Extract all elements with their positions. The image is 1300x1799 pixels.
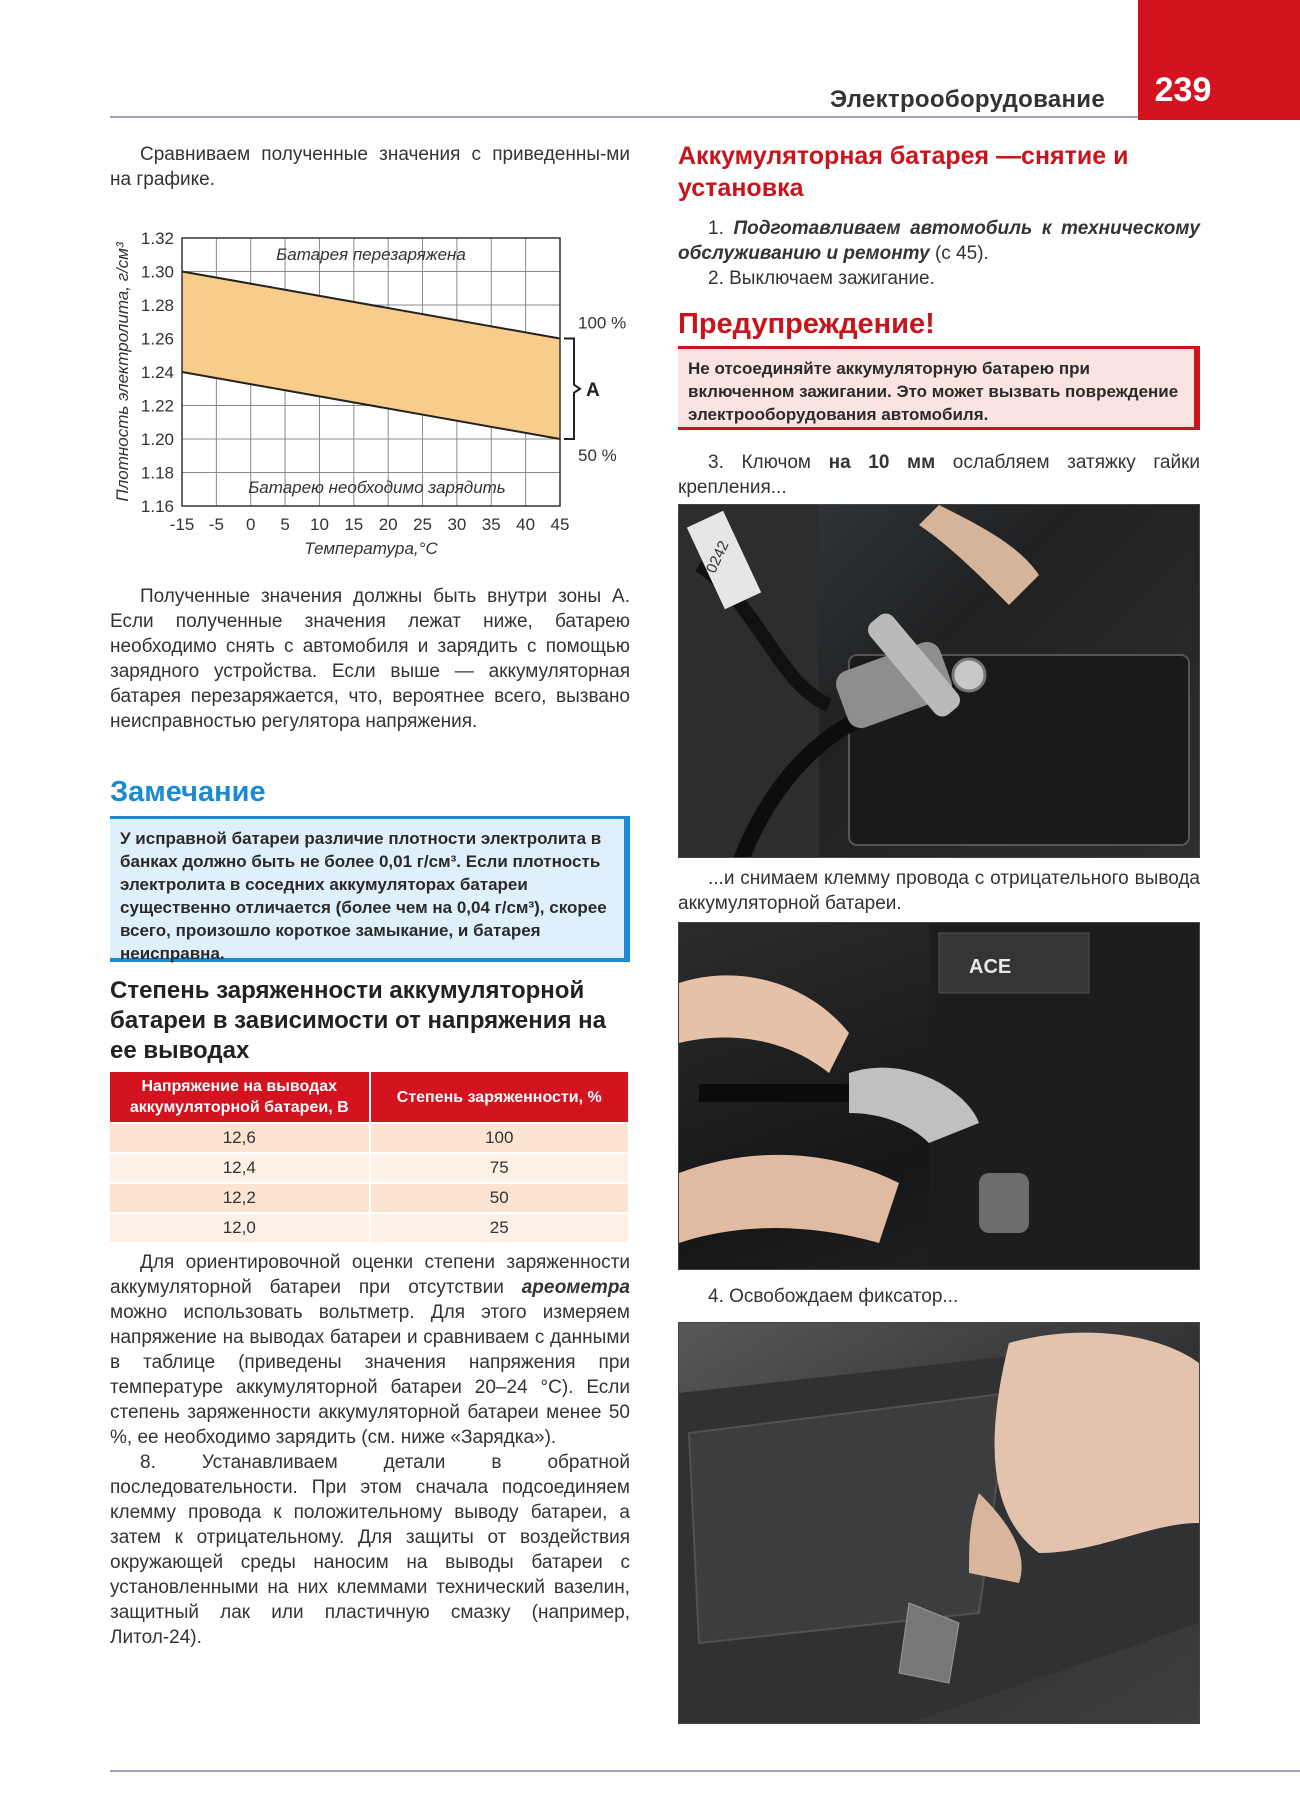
photo-2-illustration [679, 923, 1199, 1269]
hydrometer-term: ареометра [521, 1277, 630, 1298]
table-heading: Степень заряженности аккумуляторной батареи в зависимости от напряжения на ее выводах [110, 977, 606, 1064]
table-cell-charge: 75 [370, 1153, 630, 1183]
note-title: Замечание [110, 776, 266, 808]
step-3-start: 3. Ключом [708, 452, 829, 473]
x-tick-label: 20 [378, 515, 398, 534]
photo-release-latch [678, 1322, 1200, 1724]
voltmeter-text-start: Для ориентировочной оценки степени заряженности аккумуляторной батареи при отсутствии [110, 1252, 630, 1298]
page-number: 239 [1154, 71, 1212, 109]
step-1 [678, 216, 1200, 266]
y-tick-label: 1.20 [140, 430, 174, 449]
voltmeter-paragraph [110, 1250, 630, 1650]
warning-box [678, 346, 1200, 430]
step-3-end: ослабляем затяжку гайки крепления... [678, 452, 1201, 498]
photo-2-battery-brand: ACE [969, 956, 1012, 978]
y-tick-label: 1.24 [140, 363, 174, 382]
page-tab [1138, 0, 1300, 120]
x-tick-label: 15 [344, 515, 364, 534]
photo-3-illustration [679, 1323, 1199, 1723]
label-100-percent: 100 % [578, 313, 627, 333]
zone-explanation-text: Полученные значения должны быть внутри зоны А. Если полученные значения лежат ниже, батарею необходимо снять с автомобиля и зарядить с помощью зарядного устройства. Если выше — аккумуляторная батарея перезаряжается, что, вероятнее всего, вызвано неисправностью регулятора напряжения. [110, 586, 630, 732]
x-axis-title: Температура,°С [304, 539, 438, 558]
caption-remove-terminal-text: ...и снимаем клемму провода с отрицательного вывода аккумуляторной батареи. [678, 868, 1200, 914]
table-row [110, 1183, 629, 1213]
step-1-link-text: Подготавливаем автомобиль к техническому обслуживанию и ремонту [678, 218, 1200, 264]
table-cell-charge: 50 [370, 1183, 630, 1213]
photo-remove-terminal [678, 922, 1200, 1270]
note-text: У исправной батареи различие плотности электролита в банках должно быть не более 0,01 г/см³. Если плотность электролита в соседних аккумуляторах батареи существенно отличается (более чем на 0,04 г/см³), скорее всего, произошло короткое замыкание, и батарея неисправна. [120, 829, 607, 963]
voltmeter-text [110, 1250, 630, 1450]
overcharged-label: Батарея перезаряжена [276, 245, 466, 264]
voltmeter-text-end: можно использовать вольтметр. Для этого измеряем напряжение на выводах батареи и сравниваем с данными в таблице (приведены значения напряжения при температуре аккумуляторной батареи 20–24 °С). Если степень заряженности аккумуляторной батареи менее 50 %, ее необходимо зарядить (см. ниже «Зарядка»). [110, 1302, 630, 1448]
warning-title: Предупреждение! [678, 308, 935, 340]
x-tick-label: 30 [447, 515, 467, 534]
x-tick-label: -15 [169, 515, 195, 534]
step-3 [678, 450, 1200, 500]
x-tick-label: 25 [413, 515, 433, 534]
table-header-charge: Степень заряженности, % [370, 1072, 630, 1123]
x-tick-label: -5 [208, 515, 224, 534]
y-axis-title: Плотность электролита, г/см³ [113, 242, 132, 502]
note-box [110, 816, 630, 962]
x-tick-label: 5 [280, 515, 290, 534]
y-tick-labels [141, 229, 174, 516]
zone-a-area [182, 272, 560, 440]
steps-1-2 [678, 216, 1200, 291]
step-8-text: 8. Устанавливаем детали в обратной последовательности. При этом сначала подсоединяем клемму провода к положительному выводу батареи, а затем к отрицательному. Для защиты от воздействия окружающей среды наносим на выводы батареи с установленными на них клеммами технический вазелин, защитный лак или пластичную смазку (например, Литол-24). [110, 1452, 630, 1648]
photo-wrench-terminal [678, 504, 1200, 858]
step-2: 2. Выключаем зажигание. [708, 268, 935, 289]
section-title: Электрооборудование [829, 86, 1105, 113]
density-chart [110, 210, 630, 570]
x-tick-label: 35 [481, 515, 501, 534]
photo-1-illustration [679, 505, 1199, 857]
wrench-size: на 10 мм [828, 452, 936, 473]
x-tick-label: 0 [245, 515, 256, 534]
y-tick-label: 1.18 [140, 463, 174, 483]
table-row [110, 1213, 629, 1242]
step-1-ref: (с 45). [929, 243, 989, 264]
y-tick-label: 1.28 [140, 296, 174, 315]
step-1-number: 1. [708, 218, 734, 239]
zone-explanation [110, 584, 630, 734]
x-tick-label: 45 [550, 515, 570, 534]
step-3-text [678, 450, 1200, 500]
zone-a-label: А [586, 379, 600, 401]
table-row [110, 1153, 629, 1183]
y-tick-label: 1.22 [140, 396, 174, 416]
charge-table [110, 1072, 630, 1242]
footer-rule [110, 1770, 1300, 1772]
procedure-title: Аккумуляторная батарея —снятие и установка [678, 142, 1129, 202]
intro-text: Сравниваем полученные значения с приведенны-ми на графике. [110, 144, 630, 190]
intro-paragraph [110, 142, 630, 192]
caption-remove-terminal [678, 866, 1200, 916]
y-tick-label: 1.16 [140, 497, 174, 516]
y-tick-label: 1.32 [140, 229, 174, 248]
table-cell-voltage: 12,6 [110, 1123, 370, 1153]
x-tick-labels [170, 515, 570, 534]
zone-a-bracket [564, 339, 580, 440]
header-rule [110, 116, 1140, 118]
table-cell-voltage: 12,4 [110, 1153, 370, 1183]
x-tick-label: 10 [309, 515, 329, 534]
table-row [110, 1123, 629, 1153]
step-4-text: 4. Освобождаем фиксатор... [708, 1286, 959, 1307]
y-tick-label: 1.26 [140, 329, 174, 349]
needs-charge-label: Батарею необходимо зарядить [248, 478, 506, 497]
y-tick-label: 1.30 [140, 262, 174, 282]
photo-1-cable-tag: 0242 [702, 538, 733, 576]
x-tick-label: 40 [516, 515, 536, 534]
table-header-voltage: Напряжение на выводах аккумуляторной батареи, В [110, 1072, 370, 1123]
table-cell-voltage: 12,0 [110, 1213, 370, 1242]
label-50-percent: 50 % [578, 446, 617, 465]
table-cell-charge: 25 [370, 1213, 630, 1242]
step-4 [678, 1284, 1200, 1309]
table-cell-voltage: 12,2 [110, 1183, 370, 1213]
table-cell-charge: 100 [370, 1123, 630, 1153]
warning-text: Не отсоединяйте аккумуляторную батарею при включенном зажигании. Это может вызвать повреждение электрооборудования автомобиля. [688, 359, 1179, 424]
